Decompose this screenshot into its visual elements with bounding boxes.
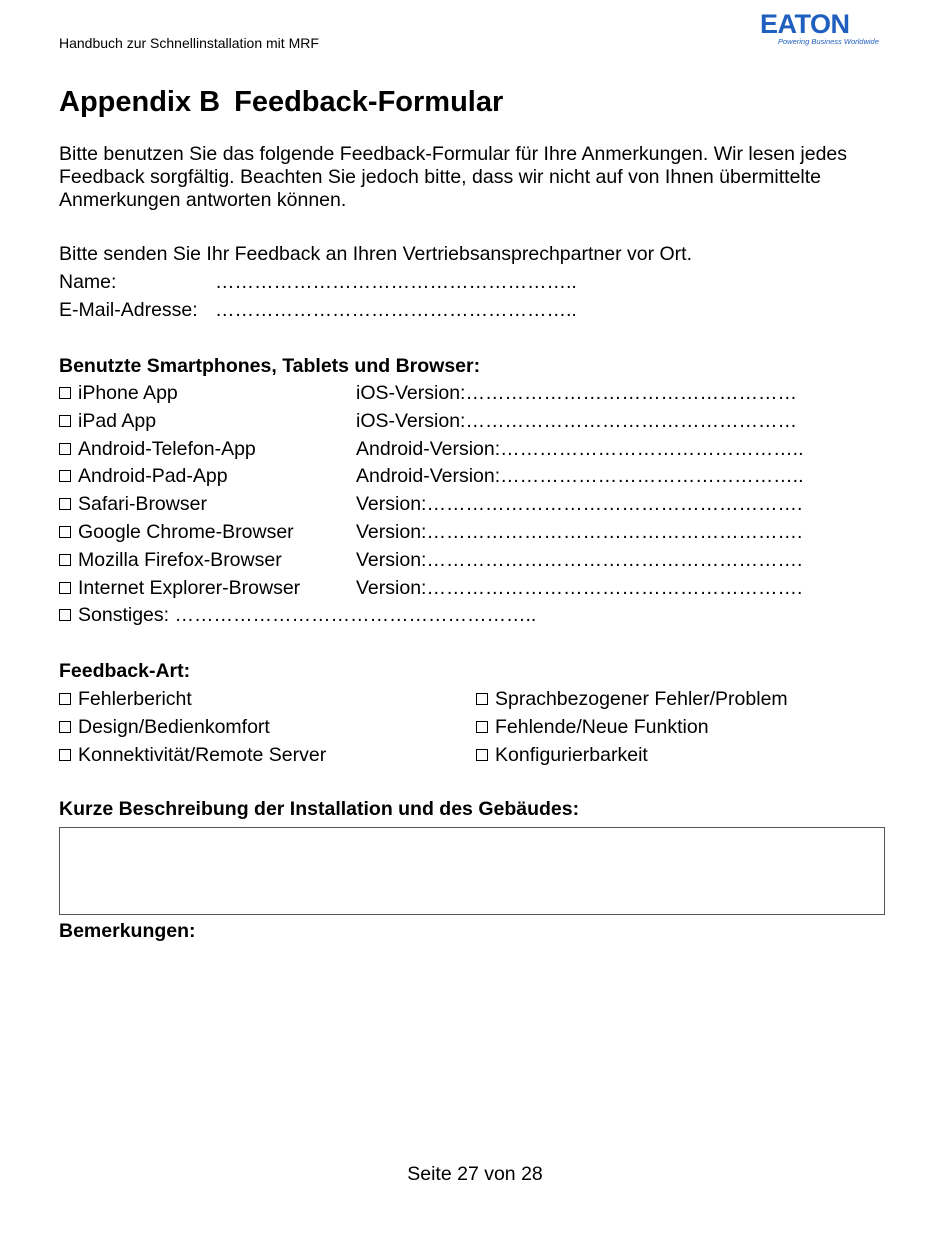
intro-paragraph: Bitte benutzen Sie das folgende Feedback-Formular für Ihre Anmerkungen. Wir lesen jedes Feedback sorgfältig. Beachten Sie jedoch bitte, dass wir nicht auf von Ihnen übermittelte Anmerkungen antworten können. bbox=[59, 143, 848, 211]
send-note: Bitte senden Sie Ihr Feedback an Ihren Vertriebsansprechpartner vor Ort. bbox=[59, 243, 693, 265]
device-version-field[interactable]: Version:…………………………………………………. bbox=[356, 493, 803, 515]
device-row bbox=[59, 493, 207, 516]
feedback-option-right[interactable] bbox=[476, 716, 709, 739]
document-header-title: Handbuch zur Schnellinstallation mit MRF bbox=[59, 35, 319, 51]
logo-tagline: Powering Business Worldwide bbox=[778, 37, 879, 46]
device-checkbox[interactable] bbox=[59, 415, 71, 427]
feedback-checkbox[interactable] bbox=[476, 721, 488, 733]
device-row bbox=[59, 577, 300, 600]
feedback-option-label: Sprachbezogener Fehler/Problem bbox=[495, 688, 788, 710]
name-field[interactable]: ……………………………………………….. bbox=[215, 271, 577, 293]
device-label[interactable]: Google Chrome-Browser bbox=[78, 521, 294, 543]
device-checkbox[interactable] bbox=[59, 470, 71, 482]
feedback-checkbox[interactable] bbox=[59, 749, 71, 761]
email-label: E-Mail-Adresse: bbox=[59, 299, 198, 321]
description-textbox[interactable] bbox=[59, 827, 885, 915]
feedback-type-heading: Feedback-Art: bbox=[59, 660, 191, 682]
device-row bbox=[59, 549, 282, 572]
device-label[interactable]: iPad App bbox=[78, 410, 157, 432]
feedback-option-label: Design/Bedienkomfort bbox=[78, 716, 270, 738]
appendix-label: Appendix B bbox=[59, 86, 221, 118]
description-heading: Kurze Beschreibung der Installation und des Gebäudes: bbox=[59, 798, 580, 820]
other-checkbox[interactable] bbox=[59, 609, 71, 621]
device-label[interactable]: Android-Telefon-App bbox=[78, 438, 256, 460]
feedback-option-left[interactable] bbox=[59, 688, 192, 711]
device-checkbox[interactable] bbox=[59, 526, 71, 538]
device-version-field[interactable]: iOS-Version:…………………………………………… bbox=[356, 382, 797, 404]
device-checkbox[interactable] bbox=[59, 554, 71, 566]
device-row bbox=[59, 410, 156, 433]
feedback-option-right[interactable] bbox=[476, 744, 648, 767]
device-row bbox=[59, 382, 178, 405]
device-label[interactable]: Internet Explorer-Browser bbox=[78, 577, 301, 599]
device-version-field[interactable]: Android-Version:……………………………………….. bbox=[356, 465, 804, 487]
device-checkbox[interactable] bbox=[59, 582, 71, 594]
email-field[interactable]: ……………………………………………….. bbox=[215, 299, 577, 321]
eaton-logo bbox=[760, 9, 879, 49]
device-label[interactable]: Android-Pad-App bbox=[78, 465, 228, 487]
device-version-field[interactable]: Version:…………………………………………………. bbox=[356, 521, 803, 543]
feedback-option-label: Fehlerbericht bbox=[78, 688, 192, 710]
other-label[interactable]: Sonstiges: ……………………………………………….. bbox=[78, 604, 537, 626]
device-label[interactable]: Safari-Browser bbox=[78, 493, 207, 515]
other-device-row bbox=[59, 604, 536, 627]
feedback-option-label: Konfigurierbarkeit bbox=[495, 744, 648, 766]
feedback-checkbox[interactable] bbox=[476, 749, 488, 761]
feedback-checkbox[interactable] bbox=[476, 693, 488, 705]
feedback-checkbox[interactable] bbox=[59, 721, 71, 733]
page-number: Seite 27 von 28 bbox=[407, 1163, 543, 1185]
feedback-option-label: Konnektivität/Remote Server bbox=[78, 744, 327, 766]
feedback-option-label: Fehlende/Neue Funktion bbox=[495, 716, 709, 738]
feedback-option-right[interactable] bbox=[476, 688, 788, 711]
device-row bbox=[59, 521, 294, 544]
device-label[interactable]: iPhone App bbox=[78, 382, 178, 404]
feedback-option-left[interactable] bbox=[59, 716, 270, 739]
device-version-field[interactable]: Version:…………………………………………………. bbox=[356, 549, 803, 571]
feedback-option-left[interactable] bbox=[59, 744, 326, 767]
form-title: Feedback-Formular bbox=[234, 86, 504, 118]
device-checkbox[interactable] bbox=[59, 387, 71, 399]
device-label[interactable]: Mozilla Firefox-Browser bbox=[78, 549, 282, 571]
device-version-field[interactable]: Version:…………………………………………………. bbox=[356, 577, 803, 599]
remarks-heading: Bemerkungen: bbox=[59, 920, 196, 942]
device-version-field[interactable]: iOS-Version:…………………………………………… bbox=[356, 410, 797, 432]
device-checkbox[interactable] bbox=[59, 498, 71, 510]
name-label: Name: bbox=[59, 271, 117, 293]
page-title bbox=[59, 86, 503, 119]
feedback-checkbox[interactable] bbox=[59, 693, 71, 705]
device-row bbox=[59, 465, 228, 488]
logo-wordmark: EATON bbox=[760, 9, 850, 39]
device-checkbox[interactable] bbox=[59, 443, 71, 455]
devices-heading: Benutzte Smartphones, Tablets und Browser: bbox=[59, 355, 481, 377]
device-version-field[interactable]: Android-Version:……………………………………….. bbox=[356, 438, 804, 460]
device-row bbox=[59, 438, 256, 461]
